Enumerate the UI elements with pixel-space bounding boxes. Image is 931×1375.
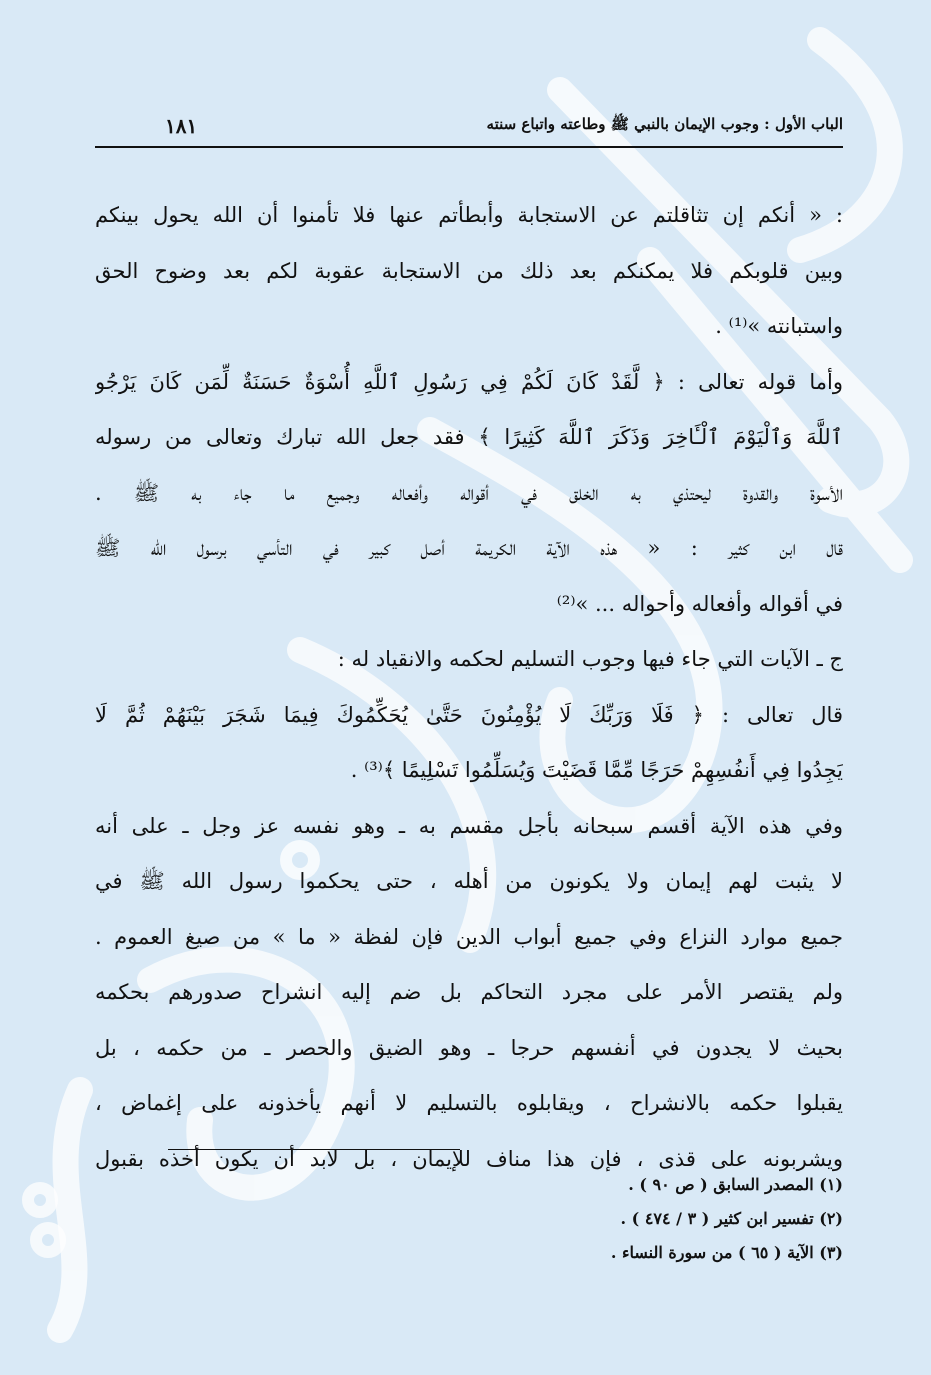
text-line: وفي هذه الآية أقسم سبحانه بأجل مقسم به ـ وهو نفسه عز وجل ـ على أنه xyxy=(95,813,843,838)
text-line: ج ـ الآيات التي جاء فيها وجوب التسليم لحكمه والانقياد له : xyxy=(337,647,843,671)
footnote: (٢) تفسير ابن كثير ( ٣ / ٤٧٤ ) . xyxy=(620,1209,843,1228)
text-line: قال ابن كثير : « هذه الآية الكريمة أصل كبير في التأسي برسول الله ﷺ xyxy=(95,536,843,560)
text-line: ٱللَّهَ وَٱلْيَوْمَ ٱلْـَٔاخِرَ وَذَكَرَ ٱللَّهَ كَثِيرًا ﴾ فقد جعل الله تبارك وتعالى من رسوله xyxy=(95,425,843,449)
text-line: وبين قلوبكم فلا يمكنكم بعد ذلك من الاستجابة عقوبة لكم بعد وضوح الحق xyxy=(95,258,843,283)
text-line: وأما قوله تعالى : ﴿ لَّقَدْ كَانَ لَكُمْ فِي رَسُولِ ٱللَّهِ أُسْوَةٌ حَسَنَةٌ لِّمَن كَانَ يَرْجُو xyxy=(95,369,843,394)
text-line: قال تعالى : ﴿ فَلَا وَرَبِّكَ لَا يُؤْمِنُونَ حَتَّىٰ يُحَكِّمُوكَ فِيمَا شَجَرَ بَيْنَهُمْ ثُمَّ لَا xyxy=(95,702,843,727)
text-line: ولم يقتصر الأمر على مجرد التحاكم بل ضم إليه انشراح صدورهم بحكمه xyxy=(95,980,843,1004)
text-line: بحيث لا يجدون في أنفسهم حرجا ـ وهو الضيق والحصر ـ من حكمه ، بل xyxy=(95,1035,843,1060)
header-rule xyxy=(95,146,843,148)
footnotes xyxy=(95,1168,843,1270)
text-line: يقبلوا حكمه بالانشراح ، ويقابلوه بالتسليم لا أنهم يأخذونه على إغماض ، xyxy=(95,1091,843,1115)
footnote-rule xyxy=(168,1149,460,1150)
chapter-title: الباب الأول : وجوب الإيمان بالنبي ﷺ وطاعته واتباع سنته xyxy=(486,115,843,133)
text-line: يَجِدُوا فِي أَنفُسِهِمْ حَرَجًا مِّمَّا قَضَيْتَ وَيُسَلِّمُوا تَسْلِيمًا ﴾⁽³⁾ . xyxy=(350,758,843,782)
text-line: واستبانته »⁽¹⁾ . xyxy=(715,314,843,338)
footnote: (١) المصدر السابق ( ص ٩٠ ) . xyxy=(628,1175,843,1194)
main-text xyxy=(95,188,843,1187)
text-line: : « أنكم إن تثاقلتم عن الاستجابة وأبطأتم عنها فلا تأمنوا أن الله يحول بينكم xyxy=(95,203,843,227)
page-number: ١٨١ xyxy=(165,114,198,138)
text-line: في أقواله وأفعاله وأحواله ... »⁽²⁾ xyxy=(556,591,843,616)
running-header xyxy=(95,110,843,142)
text-line: لا يثبت لهم إيمان ولا يكونون من أهله ، حتى يحكموا رسول الله ﷺ في xyxy=(95,869,843,893)
book-page xyxy=(95,100,843,1300)
text-line: الأسوة والقدوة ليحتذي به الخلق في أقواله وأفعاله وجميع ما جاء به ﷺ . xyxy=(95,480,843,505)
text-line: ويشربونه على قذى ، فإن هذا مناف للإيمان ، بل لابد أن يكون أخذه بقبول xyxy=(95,1146,843,1171)
footnote: (٣) الآية ( ٦٥ ) من سورة النساء . xyxy=(610,1243,843,1262)
text-line: جميع موارد النزاع وفي جميع أبواب الدين فإن لفظة « ما » من صيغ العموم . xyxy=(95,924,843,949)
